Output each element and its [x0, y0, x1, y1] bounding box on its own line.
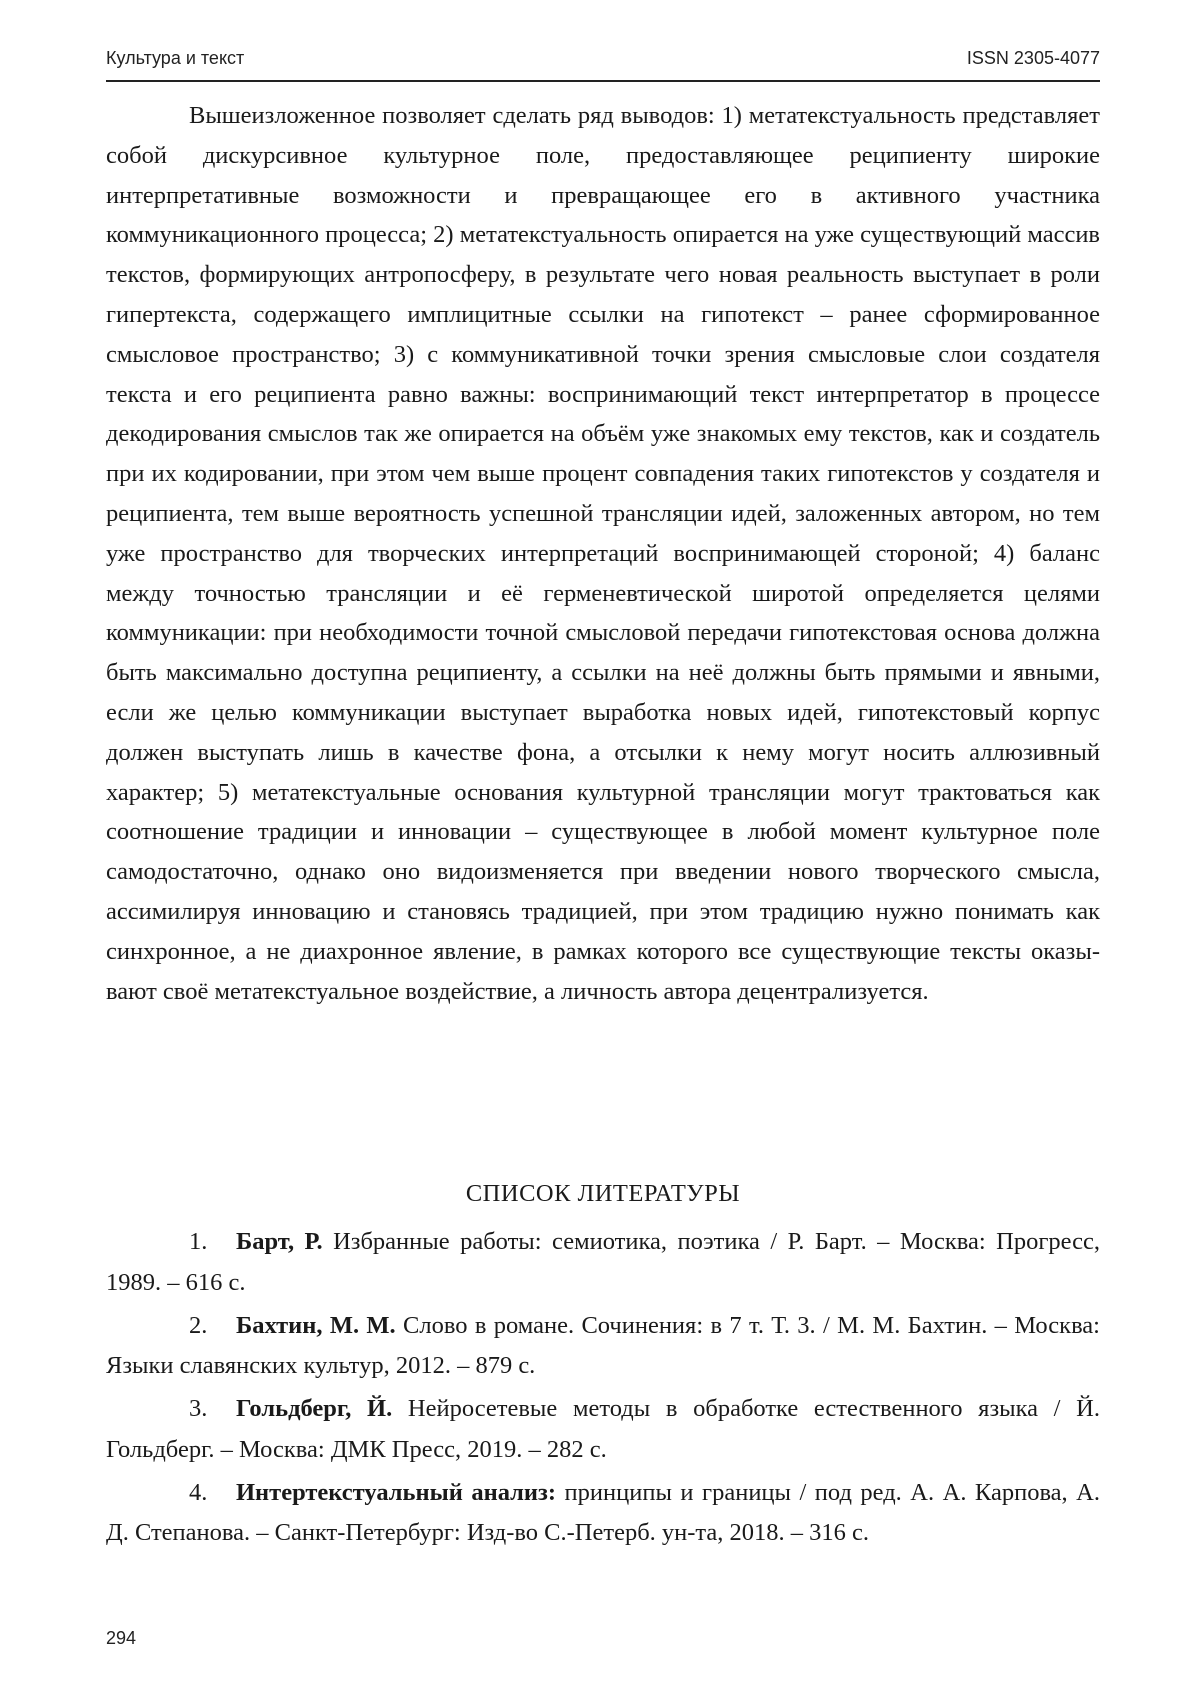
- reference-item: [106, 1222, 1100, 1303]
- reference-number: 2.: [189, 1311, 208, 1339]
- page-number: 294: [106, 1628, 137, 1648]
- running-header: [106, 46, 1100, 82]
- reference-details: принципы и границы / под ред. А. А. Карпова, А. Д. Степанова. – Санкт-Петербург: Изд-во С.-Петерб. ун-та, 2018. – 316 с.: [106, 1478, 1100, 1546]
- reference-number: 3.: [189, 1395, 208, 1422]
- references-heading: СПИСОК ЛИТЕРАТУРЫ: [465, 1180, 741, 1207]
- issn-label: ISSN 2305-4077: [966, 48, 1100, 68]
- reference-author: Бахтин, М. М.: [236, 1311, 396, 1339]
- journal-title: Культура и текст: [106, 48, 245, 68]
- reference-details: Слово в романе. Сочинения: в 7 т. Т. 3. / М. М. Бахтин. – Москва: Языки славянских культур, 2012. – 879 с.: [106, 1311, 1100, 1379]
- reference-number: 1.: [189, 1228, 208, 1255]
- reference-item: [106, 1306, 1100, 1387]
- reference-author: Гольдберг, Й.: [236, 1395, 393, 1422]
- reference-details: Избранные работы: семиотика, поэтика / Р. Барт. – Москва: Прогресс, 1989. – 616 с.: [106, 1228, 1100, 1296]
- reference-item: [106, 1389, 1100, 1470]
- reference-details: Нейросетевые методы в обработке естественного языка / Й. Гольдберг. – Москва: ДМК Пресс, 2019. – 282 с.: [106, 1395, 1100, 1463]
- conclusion-paragraph: Вышеизложенное позволяет сделать ряд выводов: 1) метатекстуальность представляет собой дискурсивное культурное поле, предоставляющее реципиенту широкие интерпретативные возможности и превращающее его в активного участника коммуникационного процесса; 2) метатекстуальность опирается на уже существующий массив текстов, формирующих антропосферу, в результате чего новая реальность выступает в роли гипертекста, содержащего имплицитные ссылки на гипотекст – ранее сформированное смысловое пространство; 3) с коммуникативной точки зрения смысловые слои создателя текста и его реципиента равно важны: воспринимающий текст интерпретатор в процессе декодирования смыслов так же опирается на объём уже знакомых ему текстов, как и создатель при их кодировании, при этом чем выше процент совпадения таких гипотекстов у создателя и реципиента, тем выше вероятность успешной трансляции идей, заложенных автором, но тем уже пространство для творческих интерпретаций воспринимающей стороной; 4) баланс между точностью трансляции и её герменевтической широтой определяется целями коммуникации: при необходимости точной смысловой передачи гипотекстовая основа должна быть максимально доступна реципиенту, а ссылки на неё должны быть прямыми и явными, если же целью коммуникации выступает выработка новых идей, гипотекстовый корпус должен выступать лишь в качестве фона, а отсылки к нему могут носить аллюзивный характер; 5) метатекстуальные основания культурной трансляции могут трактоваться как соотношение традиции и инновации – существующее в любой момент культурное поле самодостаточно, однако оно видоизменяется при введении нового творческого смысла, ассимилируя инновацию и становясь традицией, при этом традицию нужно понимать как синхронное, а не диахронное явление, в рамках которого все существующие тексты оказывают своё метатекстуальное воздействие, а личность автора децентрализуется.: [106, 102, 1100, 1005]
- reference-list: [106, 1222, 1100, 1556]
- main-text: [106, 96, 1100, 1011]
- reference-author: Барт, Р.: [236, 1228, 323, 1255]
- reference-number: 4.: [189, 1478, 208, 1506]
- reference-author: Интертекстуальный анализ:: [236, 1478, 557, 1506]
- reference-item: [106, 1473, 1100, 1554]
